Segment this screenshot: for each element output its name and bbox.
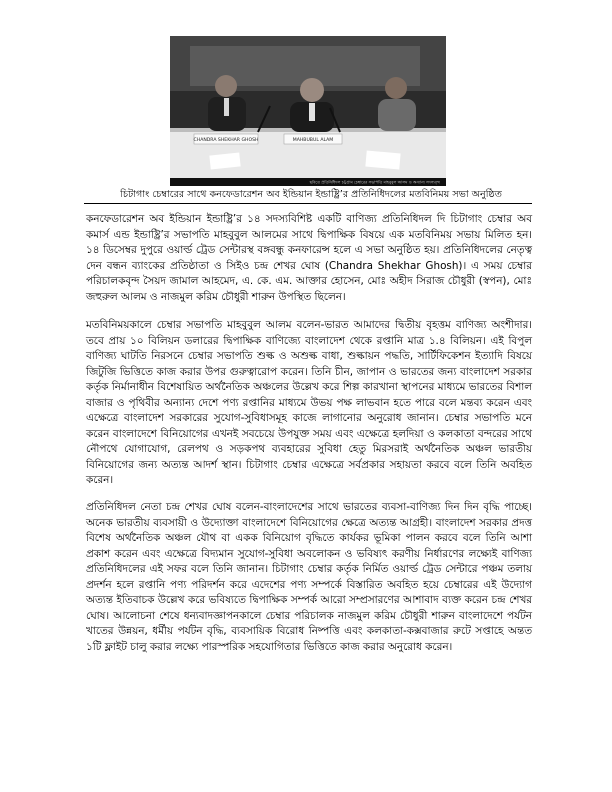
paragraph-text: কনফেডারেশন অব ইন্ডিয়ান ইন্ডাষ্ট্রি’র ১৪ সদস্যবিশিষ্ট একটি বাণিজ্য প্রতিনিধিদল দি চিটাগাং চেম্বার অব কমার্স এন্ড ইন্ডাষ্ট্রি’র সভাপতি মাহবুবুল আলমের সাথে দ্বিপাক্ষিক বিষয়ে এক মতবিনিময় সভায় মিলিত হন। ১৪ ডিসেম্বর দুপুরে ওয়ার্ল্ড ট্রেড সেন্টারস্থ বঙ্গবন্ধু কনফারেন্স হলে এ সভা অনুষ্ঠিত হয়। প্রতিনিধিদলের নেতৃত্ব দেন বন্ধন ব্যাংকের প্রতিষ্ঠাতা ও সিইও চন্দ্র শেখর ঘোষ (Chandra Shekhar Ghosh)। এ সময় চেম্বার পরিচালকবৃন্দ সৈয়দ জামাল আহমেদ, এ. কে. এম. আক্তার হোসেন, মোঃ অহীদ সিরাজ চৌধুরী (স্বপন), মোঃ জহুরুল আলম ও নাজমুল করিম চৌধুরী শারুন উপস্থিত ছিলেন। xyxy=(86,213,532,303)
article-paragraph-2 xyxy=(86,318,532,489)
photo-caption: চিটাগাং চেম্বারের সাথে কনফেডারেশন অব ইন্ডিয়ান ইন্ডাষ্ট্রি’র প্রতিনিধিদলের মতবিনিময় সভা অনুষ্ঠিত xyxy=(120,189,502,200)
paragraph-text: প্রতিনিধিদল নেতা চন্দ্র শেখর ঘোষ বলেন-বাংলাদেশের সাথে ভারতের ব্যবসা-বাণিজ্য দিন দিন বৃদ্ধি পাচ্ছে। অনেক ভারতীয় ব্যবসায়ী ও উদ্যোক্তা বাংলাদেশে বিনিয়োগের ক্ষেত্রে অত্যন্ত আগ্রহী। বাংলাদেশ সরকার প্রদত্ত বিশেষ অর্থনৈতিক অঞ্চল যৌথ বা একক বিনিয়োগ বৃদ্ধিতে কার্যকর ভূমিকা পালন করবে বলে তিনি আশা প্রকাশ করেন এবং এক্ষেত্রে বিদ্যমান সুযোগ-সুবিধা অবলোকন ও ভবিষ্যৎ করণীয় নির্ধারণের লক্ষ্যেই বাণিজ্য প্রতিনিধিদলের এই সফর বলে তিনি জানান। চিটাগাং চেম্বার কর্তৃক নির্মিত ওয়ার্ল্ড ট্রেড সেন্টারে পঞ্চম তলায় প্রদর্শন হলে রপ্তানি পণ্য পরিদর্শন করে এদেশের পণ্য সম্পর্কে বিস্তারিত অবহিত হয়ে চেম্বারের এই উদ্যোগ অত্যন্ত ইতিবাচক উল্লেখ করে ভবিষ্যতে দ্বিপাক্ষিক সম্পর্ক আরো সম্প্রসারণের আশাবাদ ব্যক্ত করেন চন্দ্র শেখর ঘোষ। আলোচনা শেষে ধন্যবাদজ্ঞাপনকালে চেম্বার পরিচালক নাজমুল করিম চৌধুরী শারুন বাংলাদেশে পর্যটন খাতের উন্নয়ন, ধর্মীয় পর্যটন বৃদ্ধি, ব্যবসায়িক বিরোধ নিষ্পত্তি এবং কলকাতা-কক্সবাজার রুটে সপ্তাহে অন্তত ১টি ফ্লাইট চালু করার লক্ষ্যে পারস্পরিক সহযোগিতার ভিত্তিতে কাজ করার অনুরোধ করেন। xyxy=(86,501,532,653)
photo-credit: ছবিতে প্রতিনিধিদল চট্টগ্রাম চেম্বারের সভাপতি মাহবুবুল আলম ও অন্যান্য সদস্যবৃন্দ xyxy=(309,179,440,185)
article-paragraph-1 xyxy=(86,212,532,305)
caption-divider xyxy=(84,203,532,204)
article-paragraph-3 xyxy=(86,500,532,655)
meeting-photo-image xyxy=(170,36,446,186)
nameplate-centre: MAHBUBUL ALAM xyxy=(292,138,334,143)
nameplate-left: CHANDRA SHEKHAR GHOSH xyxy=(193,138,259,143)
paragraph-text: মতবিনিময়কালে চেম্বার সভাপতি মাহবুবুল আলম বলেন-ভারত আমাদের দ্বিতীয় বৃহত্তম বাণিজ্য অংশীদার। তবে প্রায় ১০ বিলিয়ন ডলারের দ্বিপাক্ষিক বাণিজ্যে বাংলাদেশ থেকে রপ্তানি মাত্র ১.৪ বিলিয়ন। এই বিপুল বাণিজ্য ঘাটতি নিরসনে চেম্বার সভাপতি শুল্ক ও অশুল্ক বাধা, শুল্কায়ন পদ্ধতি, সার্টিফিকেশন ইত্যাদি বিষয়ে জিটুজি ভিত্তিতে কাজ করার উপর গুরুত্বারোপ করেন। তিনি চীন, জাপান ও ভারতের জন্য বাংলাদেশ সরকার কর্তৃক নির্মানাধীন বিশেষায়িত অর্থনৈতিক অঞ্চলের উল্লেখ করে শিল্প কারখানা স্থাপনের মাধ্যমে ভারতের বিশাল বাজার ও পৃথিবীর অন্যান্য দেশে পণ্য রপ্তানির মাধ্যমে উভয় পক্ষ লাভবান হতে পারে বলে মন্তব্য করেন এবং এক্ষেত্রে বাংলাদেশ সরকারের সুযোগ-সুবিধাসমূহ কাজে লাগানোর অনুরোধ জানান। চেম্বার সভাপতি মনে করেন বাংলাদেশে বিনিয়োগের এখনই সবচেয়ে উপযুক্ত সময় এবং এক্ষেত্রে হলদিয়া ও কলকাতা বন্দরের সাথে নৌপথে যোগাযোগ, রেলপথ ও সড়কপথ ব্যবহারের সুবিধা হেতু মিরসরাই অর্থনৈতিক অঞ্চল ভারতীয় বিনিয়োগের জন্য অত্যন্ত আদর্শ স্থান। চিটাগাং চেম্বার এক্ষেত্রে সর্বপ্রকার সহায়তা করবে বলে তিনি অবহিত করেন। xyxy=(86,319,532,486)
meeting-photo xyxy=(170,36,446,186)
